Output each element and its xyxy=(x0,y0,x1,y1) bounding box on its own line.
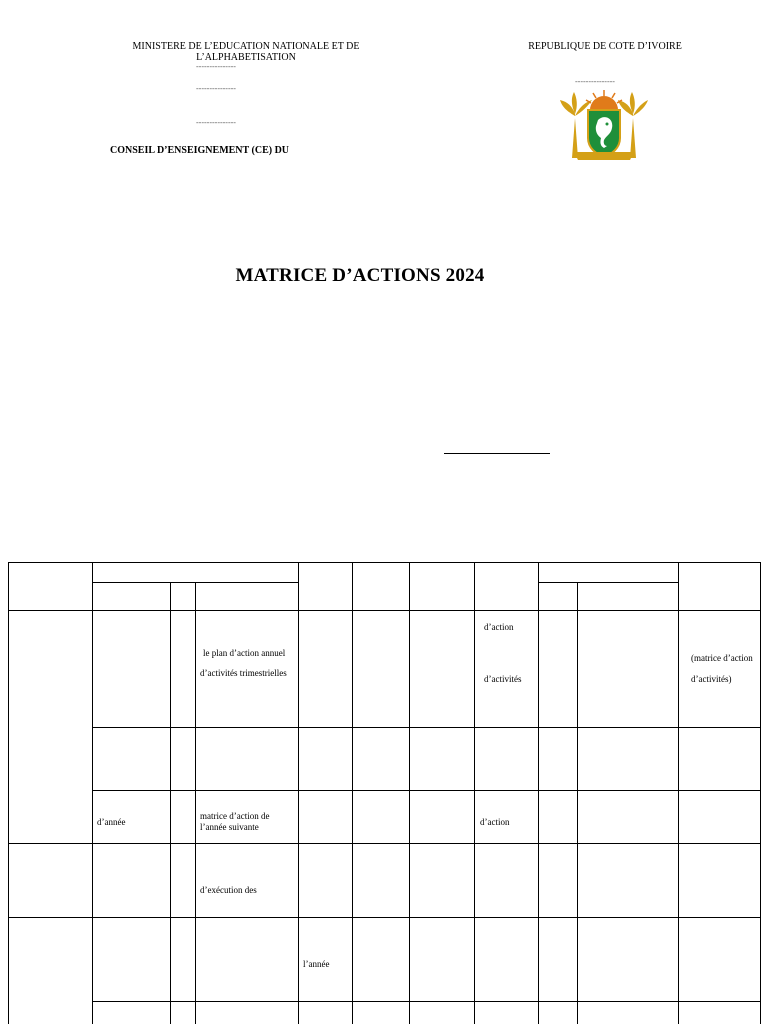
table-border xyxy=(352,562,353,1024)
table-cell: d’activités xyxy=(484,674,522,684)
table-border xyxy=(8,610,761,611)
republic-label: REPUBLIQUE DE COTE D’IVOIRE xyxy=(528,41,682,52)
table-cell: d’activités) xyxy=(691,674,732,684)
table-border xyxy=(8,917,761,918)
table-cell: d’exécution des xyxy=(200,885,257,895)
table-cell: d’action xyxy=(480,817,510,827)
table-border xyxy=(92,562,93,1024)
dashed-separator: --------------- xyxy=(575,77,615,86)
table-cell: d’action xyxy=(484,622,514,632)
table-border xyxy=(678,562,679,1024)
table-border xyxy=(195,582,196,1024)
table-border xyxy=(474,562,475,1024)
table-cell: d’année xyxy=(97,817,126,827)
table-border xyxy=(92,790,761,791)
table-border xyxy=(538,562,539,1024)
table-border xyxy=(8,562,761,563)
council-label: CONSEIL D’ENSEIGNEMENT (CE) DU xyxy=(110,145,290,156)
dashed-separator: --------------- xyxy=(196,118,236,127)
table-cell: d’activités trimestrielles xyxy=(200,668,287,678)
table-cell: l’année suivante xyxy=(200,822,259,832)
table-border xyxy=(298,562,299,1024)
table-border xyxy=(92,1001,761,1002)
table-border xyxy=(577,582,578,1024)
table-border xyxy=(8,843,761,844)
document-title: MATRICE D’ACTIONS 2024 xyxy=(235,265,485,286)
table-border xyxy=(92,582,299,583)
table-border xyxy=(8,562,9,1024)
ministry-line-2: L’ALPHABETISATION xyxy=(196,52,296,63)
table-cell: l’année xyxy=(303,959,330,969)
table-cell: matrice d’action de xyxy=(200,811,270,821)
table-border xyxy=(409,562,410,1024)
table-border xyxy=(760,562,761,1024)
table-border xyxy=(170,582,171,1024)
table-border xyxy=(92,727,761,728)
ministry-line-1: MINISTERE DE L’EDUCATION NATIONALE ET DE xyxy=(132,41,360,52)
dashed-separator: --------------- xyxy=(196,84,236,93)
dashed-separator: --------------- xyxy=(196,62,236,71)
table-border xyxy=(538,582,679,583)
table-cell: (matrice d’action xyxy=(691,653,753,663)
table-cell: le plan d’action annuel xyxy=(203,648,286,658)
